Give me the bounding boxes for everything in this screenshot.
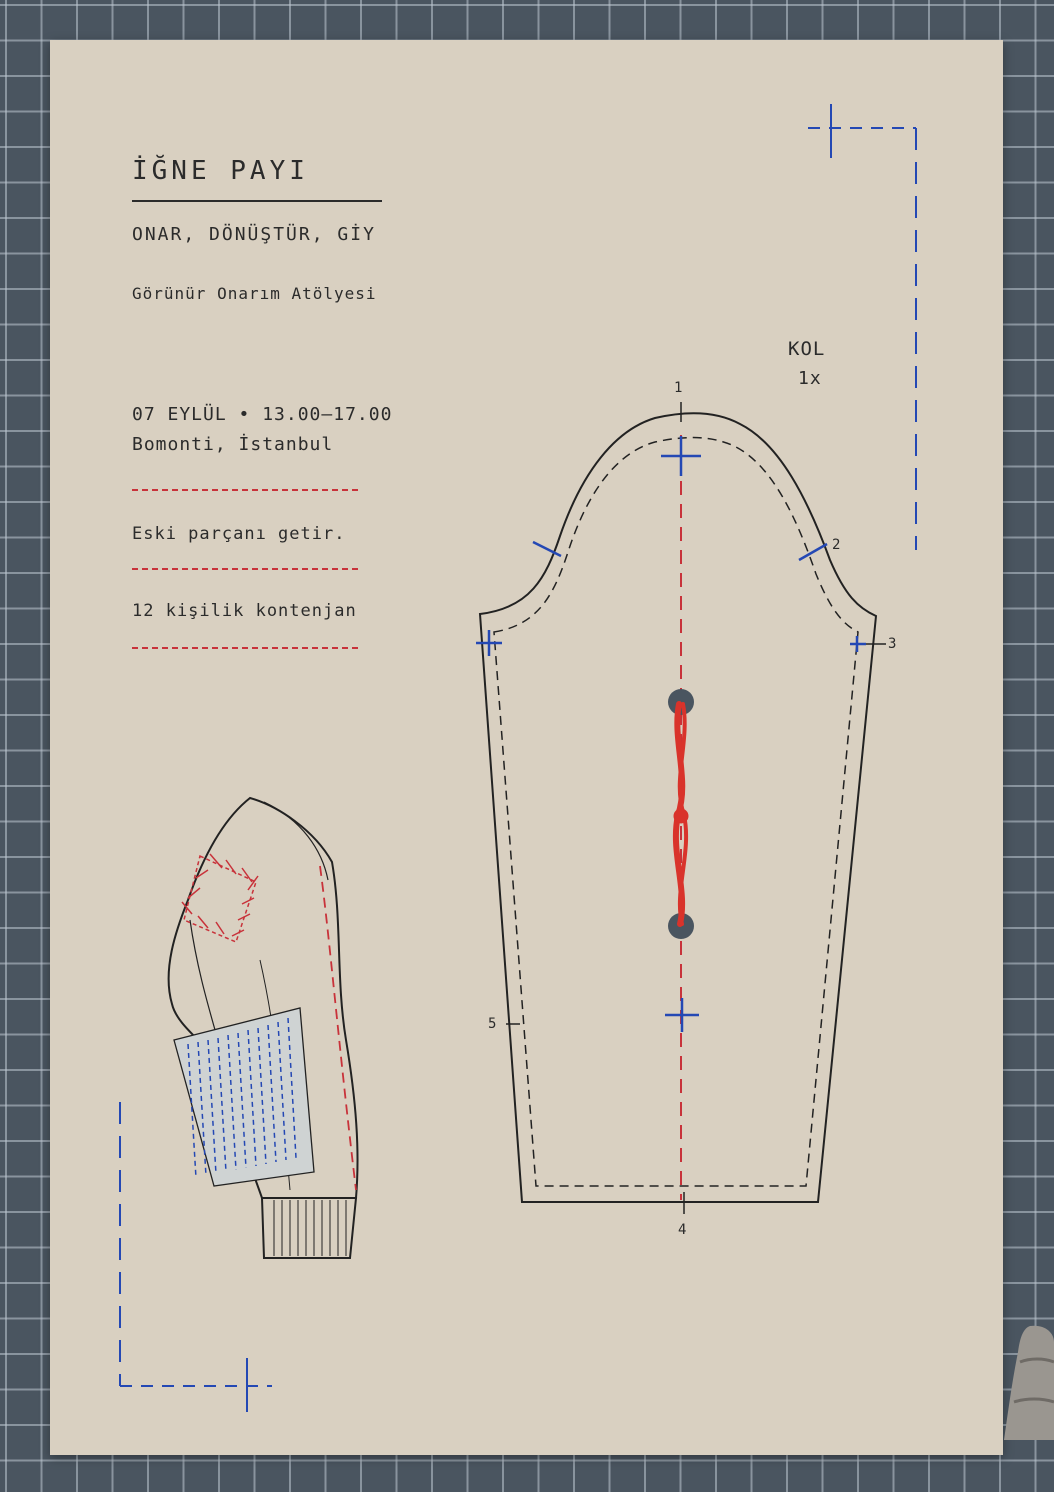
notch-label: 4 [678, 1222, 687, 1238]
notch-label: 1 [674, 380, 683, 396]
event-location: Bomonti, İstanbul [132, 434, 334, 455]
thimble-icon [1000, 1322, 1054, 1440]
pattern-piece-name: KOL [788, 338, 826, 360]
blue-marks [476, 436, 866, 1032]
capacity-note: 12 kişilik kontenjan [132, 601, 357, 621]
corner-mark-top-right [808, 104, 916, 550]
subtitle: ONAR, DÖNÜŞTÜR, GİY [132, 224, 376, 245]
notch-label: 3 [888, 636, 897, 652]
event-name: Görünür Onarım Atölyesi [132, 284, 377, 303]
jacket-illustration [169, 798, 358, 1258]
red-divider [132, 647, 358, 649]
bring-note: Eski parçanı getir. [132, 524, 346, 544]
patch-stitches [182, 854, 258, 942]
red-divider [132, 489, 358, 491]
red-divider [132, 568, 358, 570]
pattern-artwork [50, 40, 1003, 1455]
pattern-piece-quantity: 1x [798, 368, 822, 389]
event-card [50, 40, 1003, 1455]
page-title: İĞNE PAYI [132, 156, 309, 186]
title-divider [132, 200, 382, 202]
notch-label: 2 [832, 537, 841, 553]
jacket-cuff-ribs [274, 1200, 346, 1256]
event-date-time: 07 EYLÜL • 13.00–17.00 [132, 404, 393, 425]
notch-label: 5 [488, 1016, 497, 1032]
